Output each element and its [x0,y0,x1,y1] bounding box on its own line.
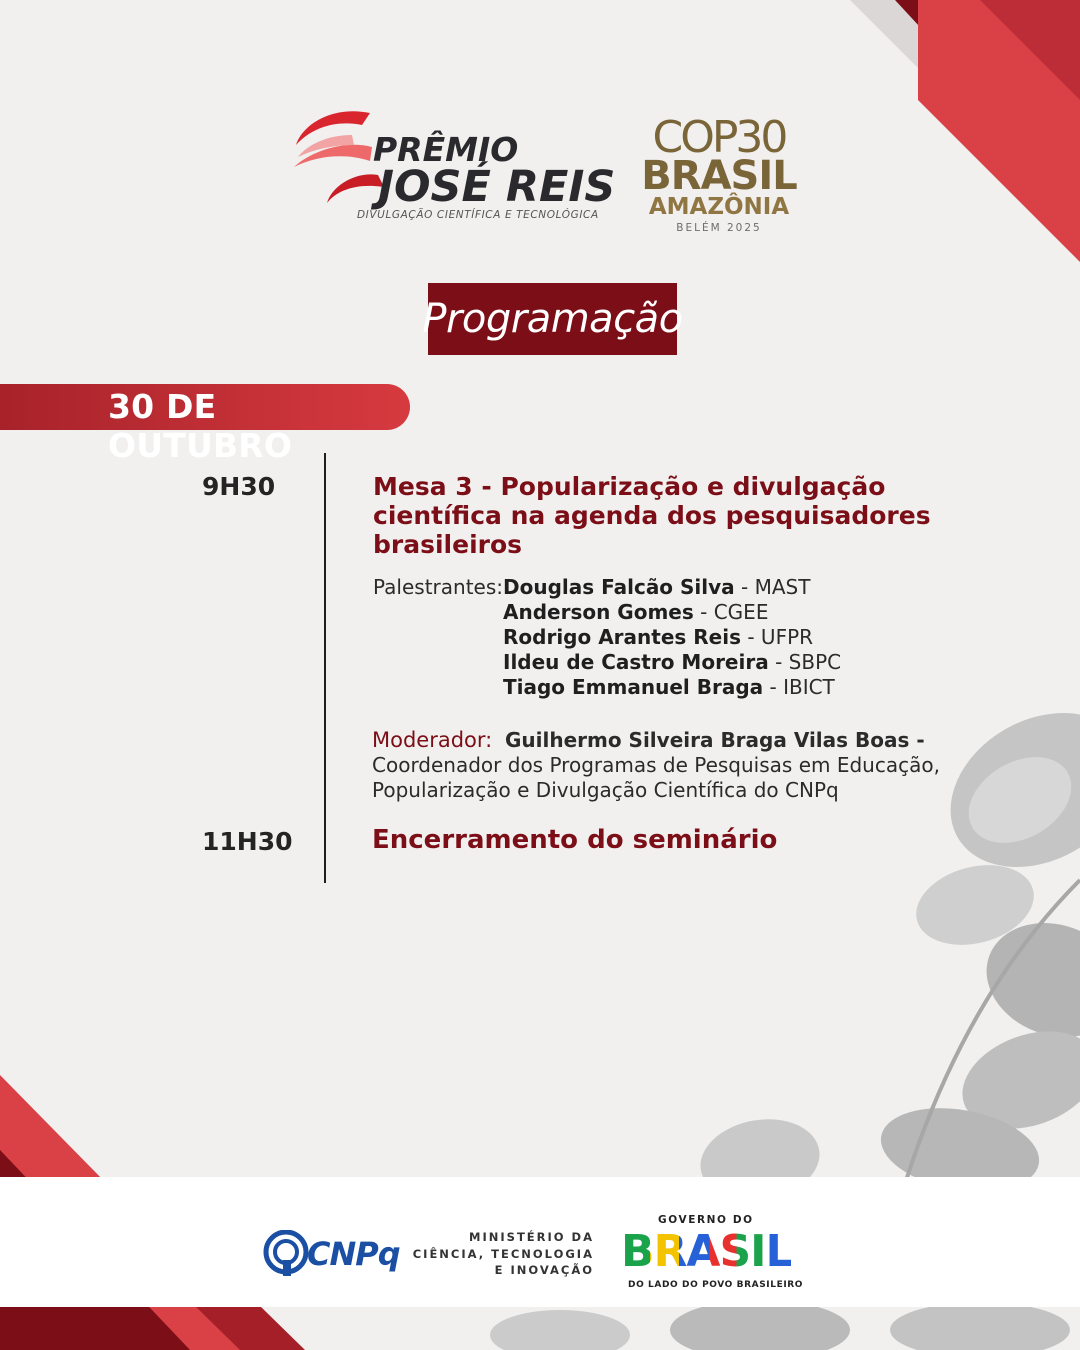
speaker-name: Rodrigo Arantes Reis [503,625,741,649]
session-title [373,472,931,559]
page-title: Programação [428,283,677,355]
speaker-org: - SBPC [768,650,842,674]
speaker-item [503,625,841,650]
speaker-org: - IBICT [763,675,835,699]
ministry-label [413,1229,594,1279]
speaker-item [503,575,841,600]
gov-bottom-label: DO LADO DO POVO BRASILEIRO [628,1280,804,1290]
speakers-label: Palestrantes: [373,575,503,599]
speaker-item [503,675,841,700]
cop-line3: AMAZÔNIA [648,194,790,220]
time-slot-2: 11H30 [202,827,293,856]
speaker-org: - UFPR [741,625,814,649]
gov-top-label: GOVERNO DO [658,1214,754,1226]
speaker-org: - MAST [734,575,811,599]
moderator-role-line-1: Coordenador dos Programas de Pesquisas em Educação, [372,753,940,777]
premio-line2: JOSÉ REIS [378,162,616,212]
speaker-item [503,650,841,675]
gov-brasil-word [621,1226,793,1277]
cop-line4: BELÉM 2025 [676,222,762,234]
moderator-role-line-2: Popularização e Divulgação Científica do CNPq [372,778,839,802]
session-title-line-1: Mesa 3 - Popularização e divulgação [373,472,886,501]
moderator-label: Moderador: [372,728,493,752]
ministry-line-2: CIÊNCIA, TECNOLOGIA [412,1246,594,1261]
cop-line2: BRASIL [641,153,797,199]
speaker-name: Tiago Emmanuel Braga [503,675,764,699]
date-label: 30 DE OUTUBRO [108,387,293,465]
speaker-item [503,600,841,625]
speaker-name: Ildeu de Castro Moreira [503,650,769,674]
ministry-line-3: E INOVAÇÃO [494,1263,594,1277]
moderator-name: Guilhermo Silveira Braga Vilas Boas - [504,728,925,752]
moderator-block [372,728,972,803]
speakers-list [503,575,841,700]
closing-title: Encerramento do seminário [372,825,778,855]
premio-subtitle: DIVULGAÇÃO CIENTÍFICA E TECNOLÓGICA [357,209,599,221]
gov-brasil-text: BRASIL [621,1226,793,1277]
ministry-line-1: MINISTÉRIO DA [469,1230,594,1244]
cnpq-label: CNPq [307,1235,400,1273]
premio-line1: PRÊMIO [373,130,519,169]
speaker-name: Douglas Falcão Silva [503,575,735,599]
session-title-line-2: científica na agenda dos pesquisadores [373,501,931,530]
timeline-divider [324,453,326,883]
date-banner [0,384,410,465]
time-slot-1: 9H30 [202,472,276,501]
speaker-name: Anderson Gomes [503,600,694,624]
speaker-org: - CGEE [693,600,769,624]
session-title-line-3: brasileiros [373,530,523,559]
cop-line1: COP30 [652,112,786,163]
cnpq-logo-icon [262,1230,310,1276]
moderator-line [372,728,972,753]
